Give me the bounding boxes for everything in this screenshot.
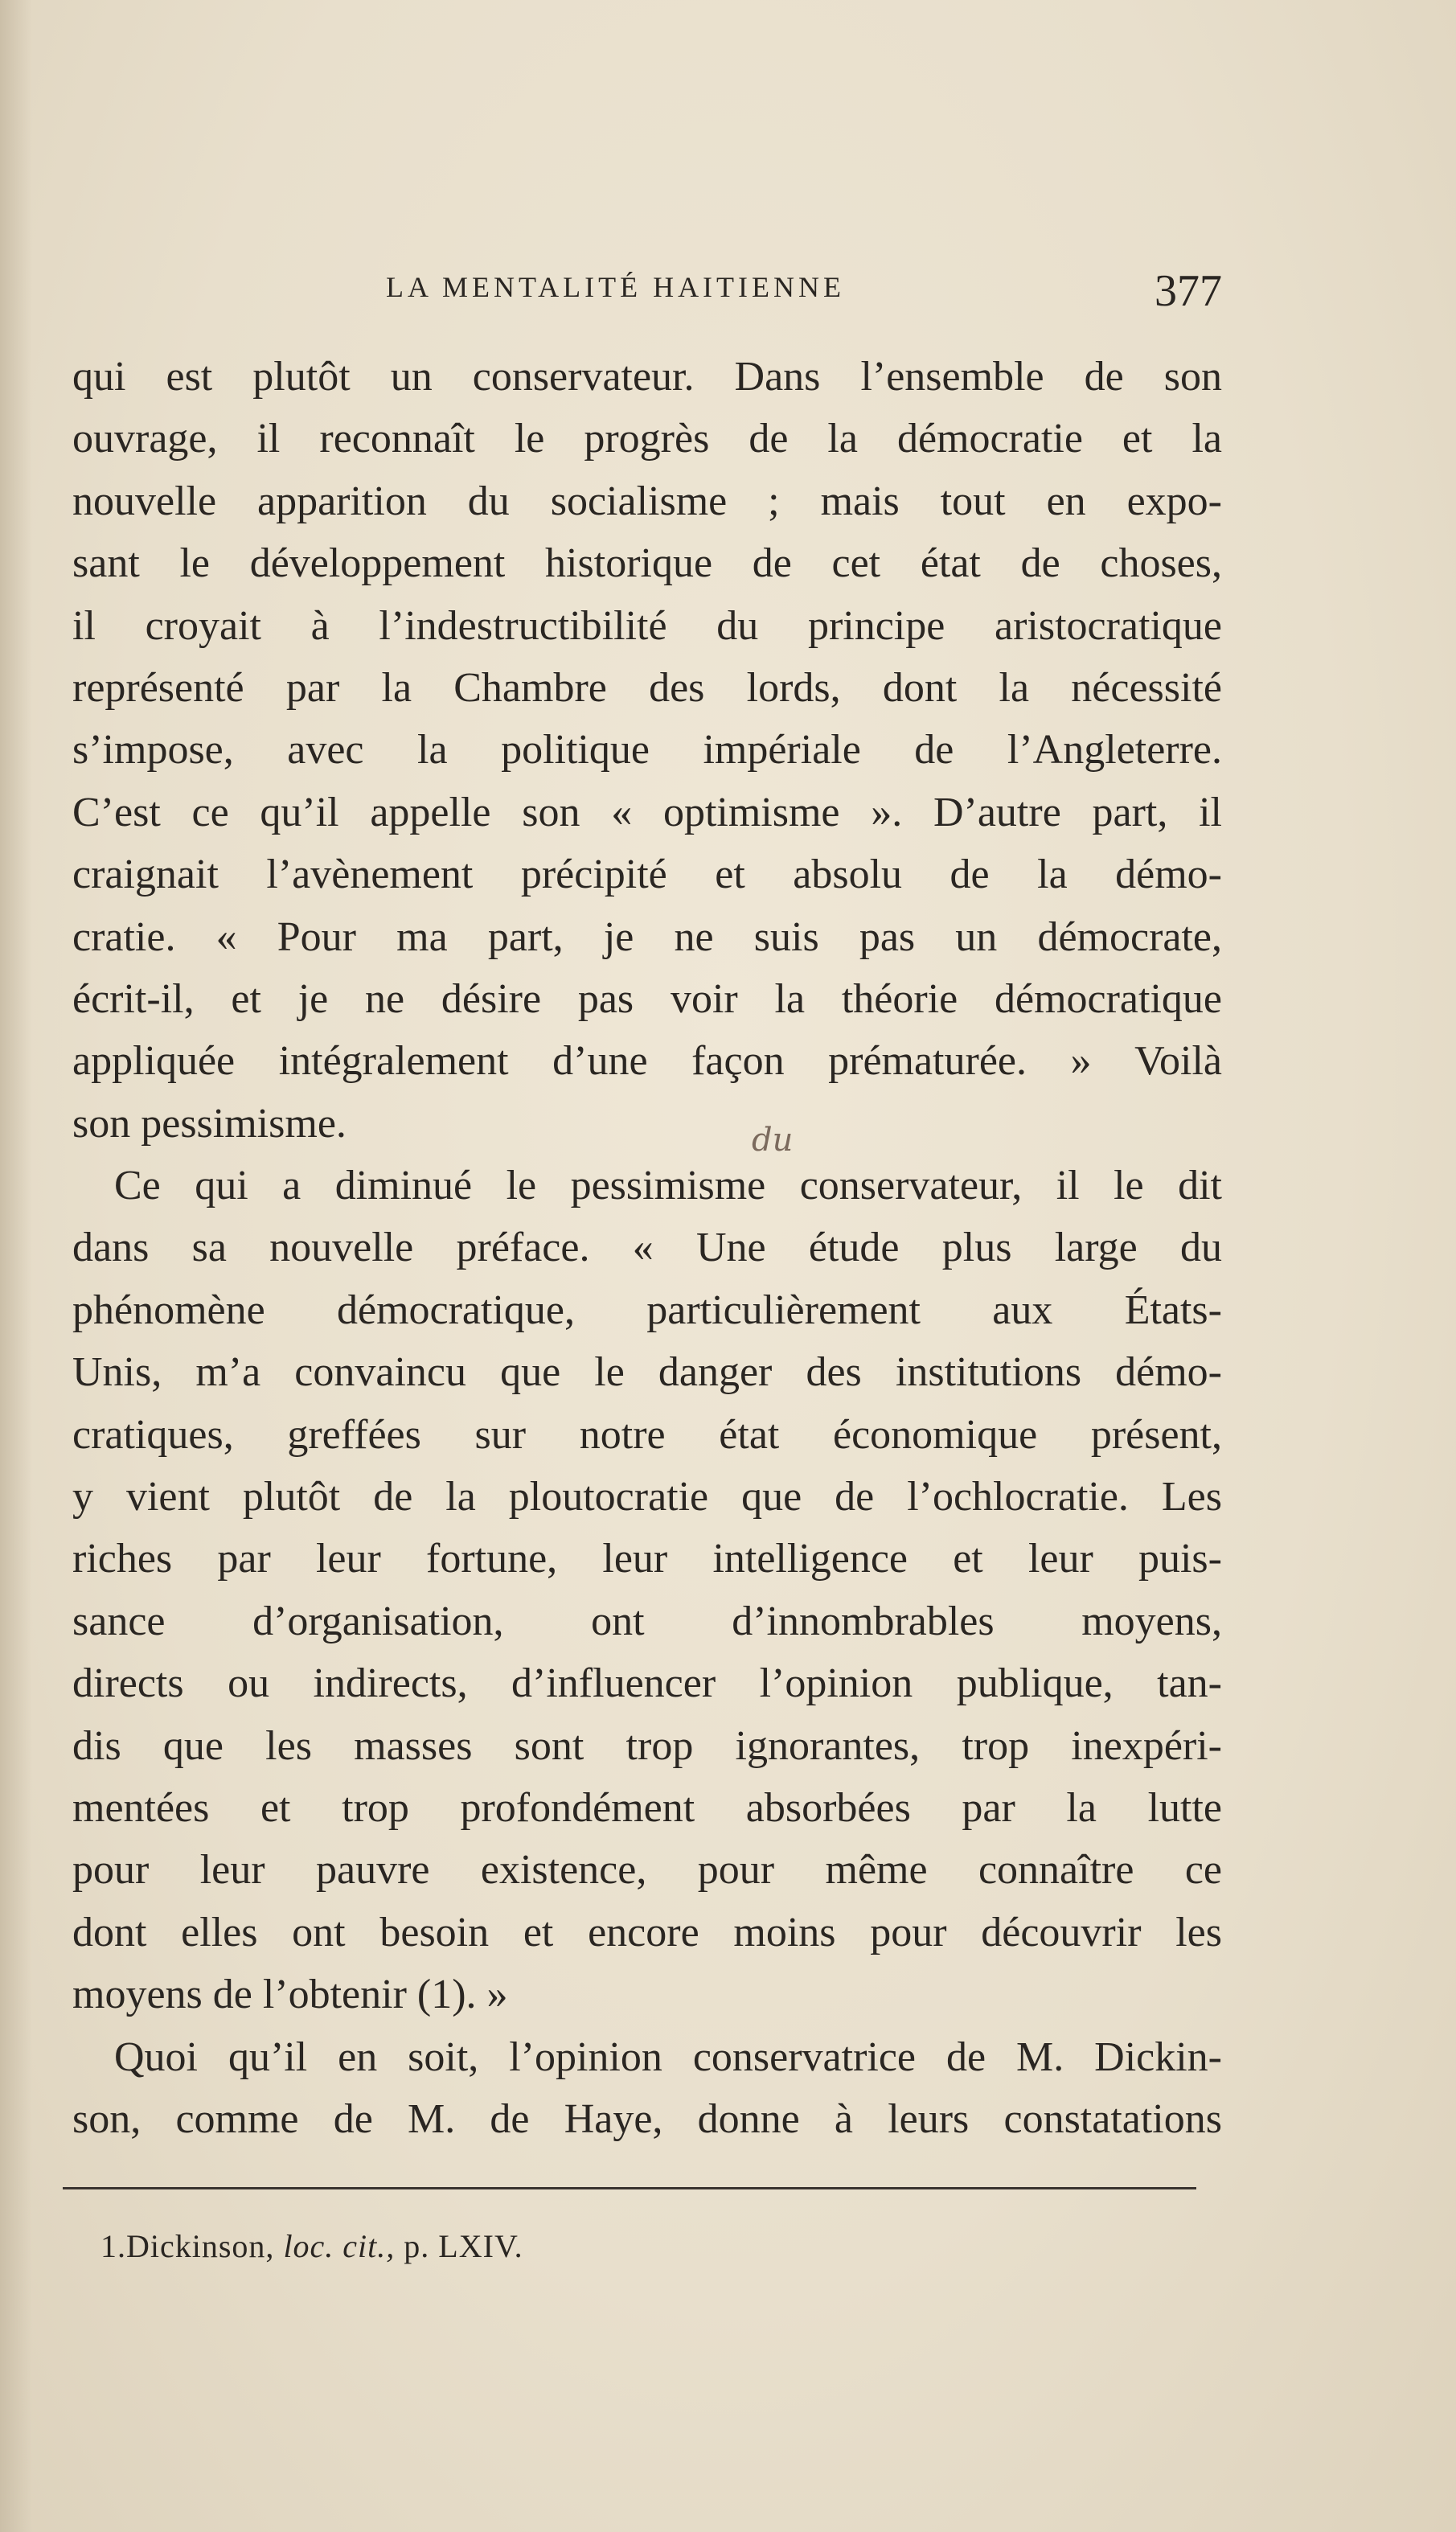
text-line: Ce qui a diminué le pessimisme conservateur, il le dit	[114, 1163, 1222, 1209]
footnote-reference: loc. cit.,	[283, 2228, 396, 2264]
text-line: Quoi qu’il en soit, l’opinion conservatrice de M. Dickin-	[114, 2033, 1222, 2080]
text-line: Unis, m’a convaincu que le danger des institutions démo-	[72, 1349, 1222, 1396]
text-line: pour leur pauvre existence, pour même connaître ce	[72, 1847, 1222, 1894]
text-line: ouvrage, il reconnaît le progrès de la démocratie et la	[72, 416, 1222, 462]
footnote-author: Dickinson,	[126, 2228, 284, 2264]
text-line: appliquée intégralement d’une façon prématurée. » Voilà	[72, 1038, 1222, 1085]
running-title: LA MENTALITÉ HAITIENNE	[386, 271, 846, 303]
text-line: phénomène démocratique, particulièrement aux États-	[72, 1287, 1222, 1333]
text-line: son, comme de M. de Haye, donne à leurs constatations	[72, 2095, 1222, 2142]
page-number: 377	[1155, 266, 1222, 316]
footnote-rule	[63, 2187, 1196, 2189]
text-line: dont elles ont besoin et encore moins pour découvrir les	[72, 1909, 1222, 1955]
text-line: cratie. « Pour ma part, je ne suis pas un démocrate,	[72, 913, 1222, 960]
text-line: représenté par la Chambre des lords, dont la nécessité	[72, 664, 1222, 711]
text-line: nouvelle apparition du socialisme ; mais tout en expo-	[72, 478, 1222, 524]
text-line: C’est ce qu’il appelle son « optimisme ». D’autre part, il	[72, 789, 1222, 835]
handwritten-annotation: du	[752, 1122, 794, 1159]
text-line: moyens de l’obtenir (1). »	[72, 1972, 508, 2018]
text-line: son pessimisme.	[72, 1100, 347, 1147]
text-line: s’impose, avec la politique impériale de l’Angleterre.	[72, 727, 1222, 774]
footnote-page: p. LXIV.	[395, 2228, 523, 2264]
text-line: directs ou indirects, d’influencer l’opinion publique, tan-	[72, 1660, 1222, 1707]
text-line: riches par leur fortune, leur intelligence et leur puis-	[72, 1536, 1222, 1582]
page-header	[72, 265, 1222, 314]
text-line: cratiques, greffées sur notre état économique présent,	[72, 1411, 1222, 1458]
text-line: craignait l’avènement précipité et absolu de la démo-	[72, 852, 1222, 898]
text-line: mentées et trop profondément absorbées par la lutte	[72, 1784, 1222, 1831]
page-gutter-shadow	[0, 0, 32, 2532]
footnote-number: 1.	[100, 2228, 126, 2264]
text-line: qui est plutôt un conservateur. Dans l’ensemble de son	[72, 354, 1222, 400]
text-line: dans sa nouvelle préface. « Une étude plus large du	[72, 1225, 1222, 1271]
text-line: y vient plutôt de la ploutocratie que de l’ochlocratie. Les	[72, 1474, 1222, 1520]
footnote	[100, 2227, 523, 2265]
text-line: il croyait à l’indestructibilité du principe aristocratique	[72, 602, 1222, 649]
body-text	[72, 346, 1222, 2150]
text-line: sance d’organisation, ont d’innombrables moyens,	[72, 1598, 1222, 1644]
text-line: écrit-il, et je ne désire pas voir la théorie démocratique	[72, 975, 1222, 1022]
text-line: sant le développement historique de cet état de choses,	[72, 540, 1222, 587]
text-line: dis que les masses sont trop ignorantes, trop inexpéri-	[72, 1722, 1222, 1769]
